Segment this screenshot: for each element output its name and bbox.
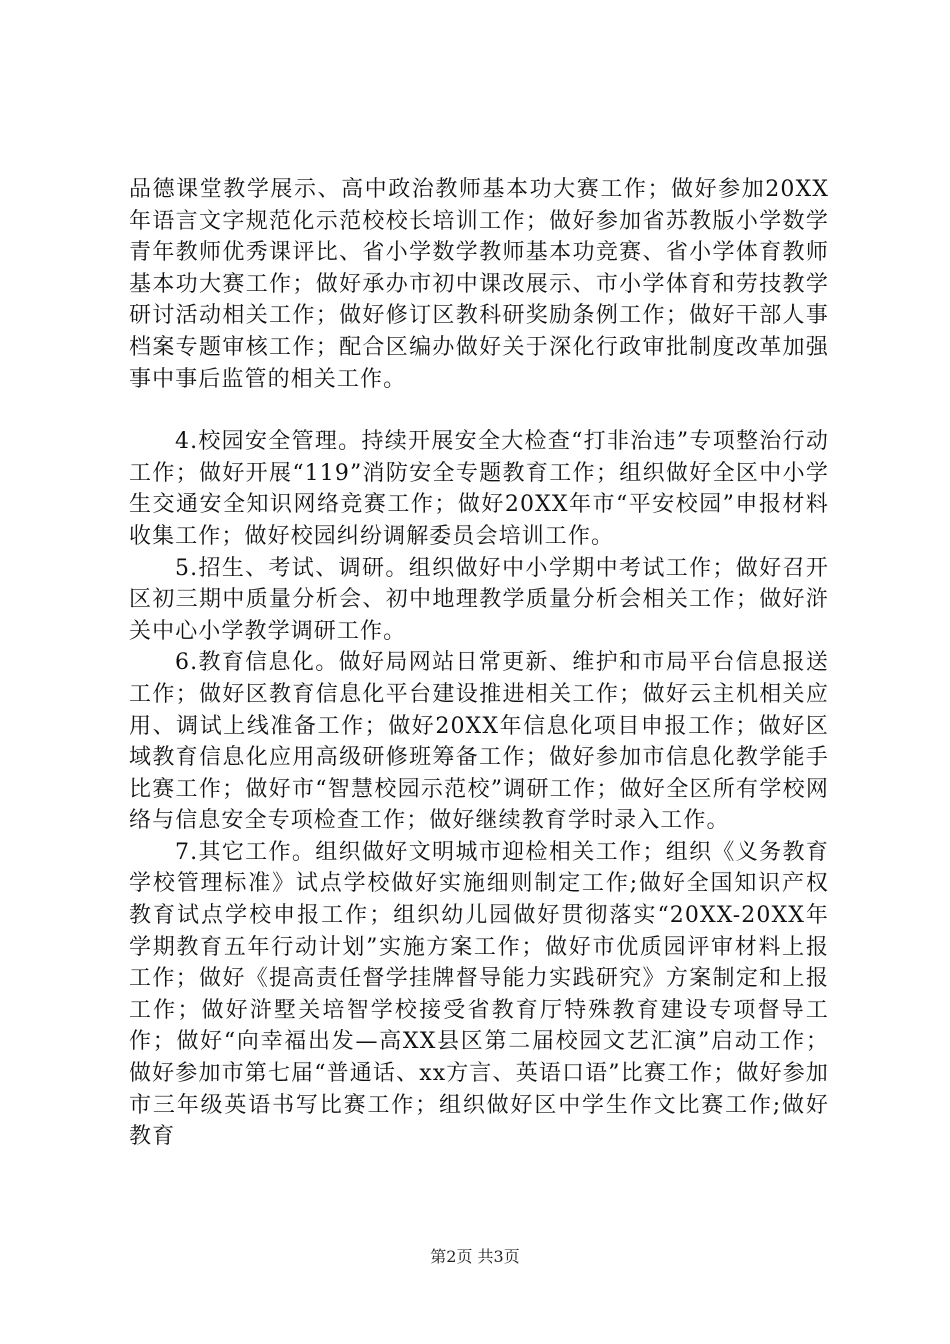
paragraph-education-it: 6.教育信息化。做好局网站日常更新、维护和市局平台信息报送工作；做好区教育信息化平台建设推进相关工作；做好云主机相关应用、调试上线准备工作；做好20XX年信息化项目申报工作；做好区域教育信息化应用高级研修班筹备工作；做好参加市信息化教学能手比赛工作；做好市“智慧校园示范校”调研工作；做好全区所有学校网络与信息安全专项检查工作；做好继续教育学时录入工作。 (129, 650, 829, 834)
document-body (129, 174, 829, 1153)
paragraph-gap (129, 395, 829, 426)
page-footer: 第2页 共3页 (430, 1247, 520, 1266)
paragraph-campus-safety: 4.校园安全管理。持续开展安全大检查“打非治违”专项整治行动工作；做好开展“119”消防安全专题教育工作；组织做好全区中小学生交通安全知识网络竞赛工作；做好20XX年市“平安校园”申报材料收集工作；做好校园纠纷调解委员会培训工作。 (129, 429, 829, 549)
paragraph-continued: 品德课堂教学展示、高中政治教师基本功大赛工作；做好参加20XX年语言文字规范化示范校校长培训工作；做好参加省苏教版小学数学青年教师优秀课评比、省小学数学教师基本功竞赛、省小学体育教师基本功大赛工作；做好承办市初中课改展示、市小学体育和劳技教学研讨活动相关工作；做好修订区教科研奖励条例工作；做好干部人事档案专题审核工作；配合区编办做好关于深化行政审批制度改革加强事中事后监管的相关工作。 (129, 177, 829, 392)
paragraph-enrollment-exams: 5.招生、考试、调研。组织做好中小学期中考试工作；做好召开区初三期中质量分析会、初中地理教学质量分析会相关工作；做好浒关中心小学教学调研工作。 (129, 555, 829, 644)
paragraph-other-work: 7.其它工作。组织做好文明城市迎检相关工作；组织《义务教育学校管理标准》试点学校做好实施细则制定工作;做好全国知识产权教育试点学校申报工作；组织幼儿园做好贯彻落实“20XX-20XX年学期教育五年行动计划”实施方案工作；做好市优质园评审材料上报工作；做好《提高责任督学挂牌督导能力实践研究》方案制定和上报工作；做好浒墅关培智学校接受省教育厅特殊教育建设专项督导工作；做好“向幸福出发—高XX县区第二届校园文艺汇演”启动工作；做好参加市第七届“普通话、xx方言、英语口语”比赛工作；做好参加市三年级英语书写比赛工作；组织做好区中学生作文比赛工作;做好教育 (129, 839, 829, 1150)
